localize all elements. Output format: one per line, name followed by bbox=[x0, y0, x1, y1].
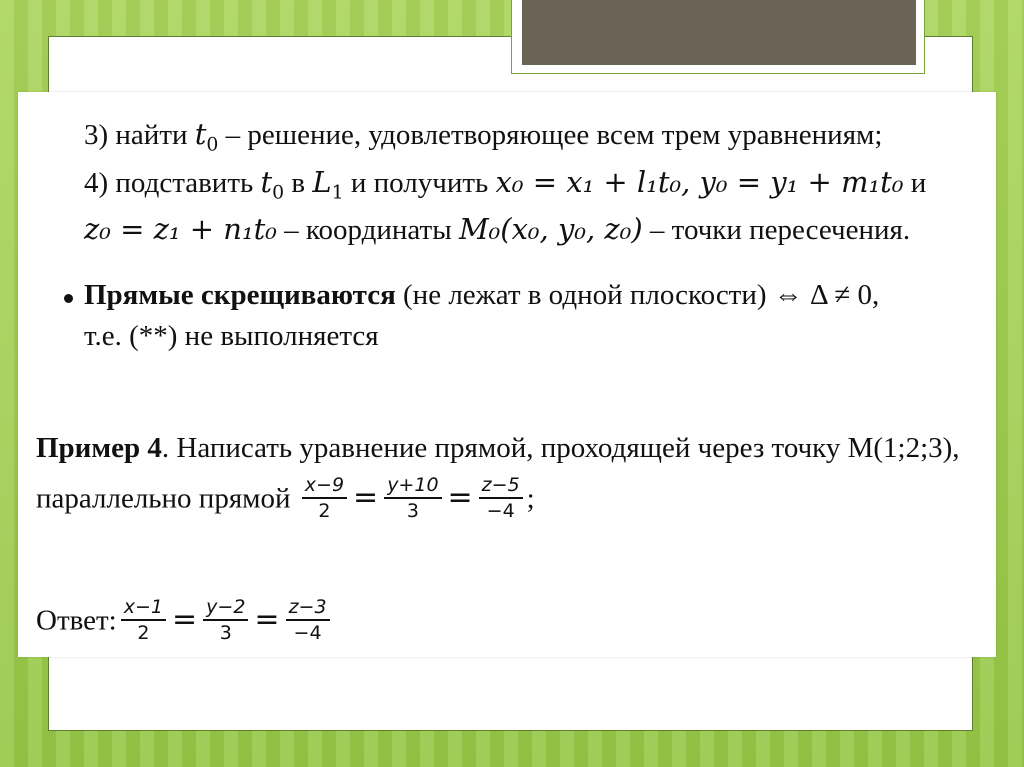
equals-sign: = bbox=[172, 602, 198, 638]
step-4-mid2: и получить bbox=[343, 167, 496, 199]
title-placeholder bbox=[522, 0, 916, 65]
L1-symbol: $L_1$ bbox=[312, 165, 344, 204]
equals-sign: = bbox=[353, 480, 379, 516]
step-4b-line bbox=[84, 211, 910, 248]
step-4-prefix: 4) подставить bbox=[84, 167, 261, 199]
z0-formula: z₀ = z₁ + n₁t₀ bbox=[84, 212, 277, 246]
example-heading: Пример 4 bbox=[36, 432, 162, 464]
point-m0: M₀(x₀, y₀, z₀) bbox=[458, 212, 643, 246]
t0-symbol: $t_0$ bbox=[194, 117, 219, 156]
example-line-1 bbox=[36, 430, 960, 466]
equals-sign: = bbox=[447, 480, 473, 516]
skew-rest: (не лежат в одной плоскости) ⇔ Δ ≠ 0, bbox=[395, 279, 880, 311]
example-fraction-x: $\frac{x-9}{2}$ bbox=[302, 473, 347, 523]
step-3-prefix: 3) найти bbox=[84, 119, 195, 151]
step-4b-mid: – координаты bbox=[276, 214, 459, 246]
skew-line-2: т.е. (**) не выполняется bbox=[84, 320, 379, 352]
step-4-tail: и bbox=[903, 167, 927, 199]
step-4-formula: x₀ = x₁ + l₁t₀, y₀ = y₁ + m₁t₀ bbox=[495, 165, 904, 199]
step-3-suffix: – решение, удовлетворяющее всем трем уравнениям; bbox=[218, 119, 883, 151]
example-text: . Написать уравнение прямой, проходящей через точку М(1;2;3), bbox=[161, 432, 960, 464]
content-panel bbox=[18, 92, 996, 657]
bullet-dot bbox=[64, 294, 73, 303]
answer-label: Ответ: bbox=[36, 604, 117, 637]
equals-sign: = bbox=[254, 602, 280, 638]
example-line-2 bbox=[36, 470, 535, 524]
slide-title-tab bbox=[511, 0, 925, 74]
step-3-line bbox=[84, 116, 882, 164]
answer-fraction-y: $\frac{y-2}{3}$ bbox=[203, 595, 248, 645]
answer-line bbox=[36, 592, 334, 646]
answer-fraction-z: $\frac{z-3}{-4}$ bbox=[286, 595, 330, 645]
example-fraction-z: $\frac{z-5}{-4}$ bbox=[479, 473, 523, 523]
semicolon: ; bbox=[526, 482, 535, 515]
example-parallel-label: параллельно прямой bbox=[36, 482, 291, 515]
step-4-mid1: в bbox=[284, 167, 313, 199]
example-fraction-y: $\frac{y+10}{3}$ bbox=[384, 473, 441, 523]
answer-fraction-x: $\frac{x-1}{2}$ bbox=[121, 595, 166, 645]
step-4-line bbox=[84, 164, 926, 212]
t0-symbol: $t_0$ bbox=[260, 165, 285, 204]
skew-line-1 bbox=[84, 277, 879, 313]
skew-heading: Прямые скрещиваются bbox=[84, 279, 396, 311]
step-4b-tail: – точки пересечения. bbox=[642, 214, 911, 246]
